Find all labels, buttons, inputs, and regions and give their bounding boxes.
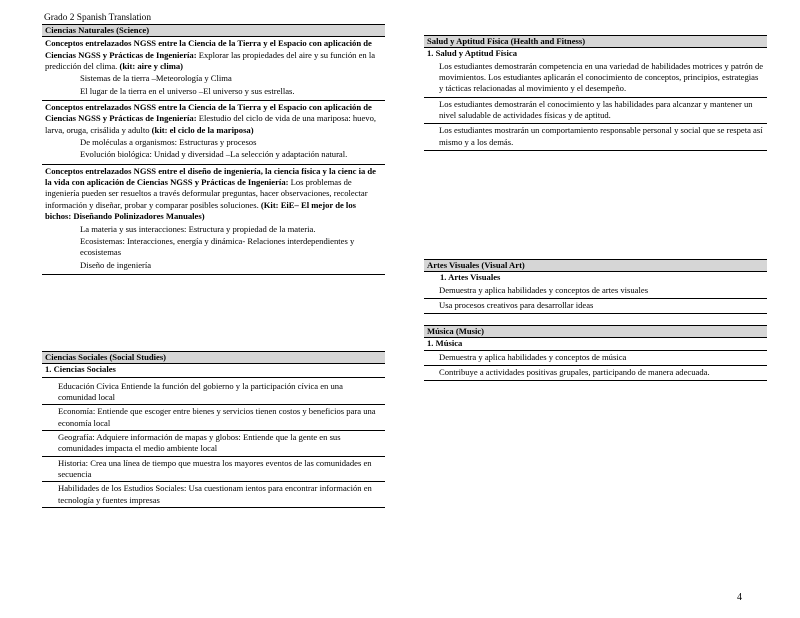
bullet-icon — [60, 137, 80, 148]
bullet-icon — [60, 236, 80, 259]
page-number: 4 — [737, 592, 742, 603]
page-title: Grado 2 Spanish Translation — [44, 13, 152, 23]
visual-art-subheader: 1. Artes Visuales — [440, 272, 501, 283]
bullet-text: Sistemas de la tierra –Meteorología y Clima — [80, 73, 232, 84]
science-block-3-title: Conceptos entrelazados NGSS entre el diseño de ingeniería, la ciencia física y la cienc ia de la vida con aplicación de Ciencias NGSS y Prácticas de Ingeniería: — [45, 165, 376, 188]
social-studies-section — [42, 351, 385, 508]
science-block-2-kit: (kit: el ciclo de la mariposa) — [149, 124, 254, 135]
music-row: Demuestra y aplica habilidades y conceptos de música — [424, 351, 767, 366]
social-studies-subheader: 1. Ciencias Sociales — [42, 364, 385, 377]
social-studies-row: Historia: Crea una línea de tiempo que muestra los mayores eventos de las comunidades en secuencia — [42, 457, 385, 483]
science-block-1 — [42, 37, 385, 101]
bullet-item — [45, 149, 382, 160]
bullet-icon — [60, 73, 80, 84]
science-block-3-body: Los problemas de ingeniería pueden ser resueltos a través deformular preguntas, hacer observaciones, recolectar información y diseñar, probar y comparar posibles soluciones. — [45, 177, 368, 210]
bullet-text: Ecosistemas: Interacciones, energía y dinámica- Relaciones interdependientes y ecosistemas — [80, 235, 355, 258]
bullet-text: Evolución biológica: Unidad y diversidad –La selección y adaptación natural. — [80, 149, 348, 160]
visual-art-section — [424, 259, 767, 314]
social-studies-row: Habilidades de los Estudios Sociales: Usa cuestionam ientos para encontrar información en tecnología y fuentes impresas — [42, 482, 385, 508]
science-block-1-title: Conceptos entrelazados NGSS entre la Ciencia de la Tierra y el Espacio con aplicación de Ciencias NGSS y Prácticas de Ingeniería: — [45, 38, 372, 60]
science-block-3 — [42, 165, 385, 275]
bullet-text: El lugar de la tierra en el universo –El universo y sus estrellas. — [80, 85, 295, 96]
visual-art-row: Usa procesos creativos para desarrollar ideas — [424, 299, 767, 314]
social-studies-row: Educación Cívica Entiende la función del gobierno y la participación cívica en una comunidad local — [42, 378, 385, 406]
music-row: Contribuye a actividades positivas grupales, participando de manera adecuada. — [424, 366, 767, 381]
bullet-item — [45, 260, 382, 271]
bullet-item — [45, 236, 382, 259]
bullet-text: De moléculas a organismos: Estructuras y procesos — [80, 137, 257, 148]
bullet-icon — [60, 224, 80, 235]
health-row: Los estudiantes demostrarán el conocimiento y las habilidades para alcanzar y mantener un nivel saludable de actividades físicas y de aptitud. — [424, 98, 767, 125]
science-block-2 — [42, 101, 385, 165]
bullet-icon — [60, 86, 80, 97]
music-subheader: 1. Música — [424, 338, 767, 350]
health-row: Los estudiantes demostrarán competencia en una variedad de habilidades motrices y patrón de movimientos. Los estudiantes aplicarán el conocimiento de conceptos, principios, estrategias y tácticas relacionadas al movimiento y el desempeño. — [424, 60, 767, 98]
bullet-item — [45, 73, 382, 84]
health-section — [424, 35, 767, 151]
bullet-item — [45, 224, 382, 235]
science-header: Ciencias Naturales (Science) — [42, 24, 385, 37]
bullet-item — [45, 137, 382, 148]
science-block-2-body: Elestudio del ciclo de vida de una mariposa: huevo, larva, oruga, crisálida y adulto — [45, 113, 377, 135]
social-studies-row: Geografía: Adquiere información de mapas y globos: Entiende que la gente en sus comunidades impacta el medio ambiente local — [42, 431, 385, 457]
science-block-3-kit: (Kit: EiE– El mejor de los bichos: Diseñando Polinizadores Manuales) — [45, 199, 356, 222]
social-studies-row: Economía: Entiende que escoger entre bienes y servicios tienen costos y beneficios para una economía local — [42, 405, 385, 431]
health-header: Salud y Aptitud Física (Health and Fitness) — [424, 35, 767, 48]
science-section — [42, 24, 385, 275]
science-block-1-kit: (kit: aire y clima) — [117, 61, 184, 72]
social-studies-header: Ciencias Sociales (Social Studies) — [42, 351, 385, 364]
bullet-icon — [60, 149, 80, 160]
health-row: Los estudiantes mostrarán un comportamiento responsable personal y social que se respeta así mismo y a los demás. — [424, 124, 767, 151]
bullet-item — [45, 86, 382, 97]
bullet-text: Diseño de ingeniería — [80, 259, 152, 270]
music-header: Música (Music) — [424, 325, 767, 338]
bullet-text: La materia y sus interacciones: Estructura y propiedad de la materia. — [80, 223, 316, 234]
visual-art-header: Artes Visuales (Visual Art) — [424, 259, 767, 272]
health-subheader: 1. Salud y Aptitud Física — [427, 48, 518, 59]
science-block-2-title: Conceptos entrelazados NGSS entre la Ciencia de la Tierra y el Espacio con aplicación de Ciencias NGSS y Prácticas de Ingeniería: — [45, 102, 372, 124]
music-section — [424, 325, 767, 381]
bullet-icon — [60, 260, 80, 271]
visual-art-row: Demuestra y aplica habilidades y conceptos de artes visuales — [424, 284, 767, 299]
science-block-1-body: Explorar las propiedades del aire y su función en la predicción del clima. — [45, 49, 376, 72]
